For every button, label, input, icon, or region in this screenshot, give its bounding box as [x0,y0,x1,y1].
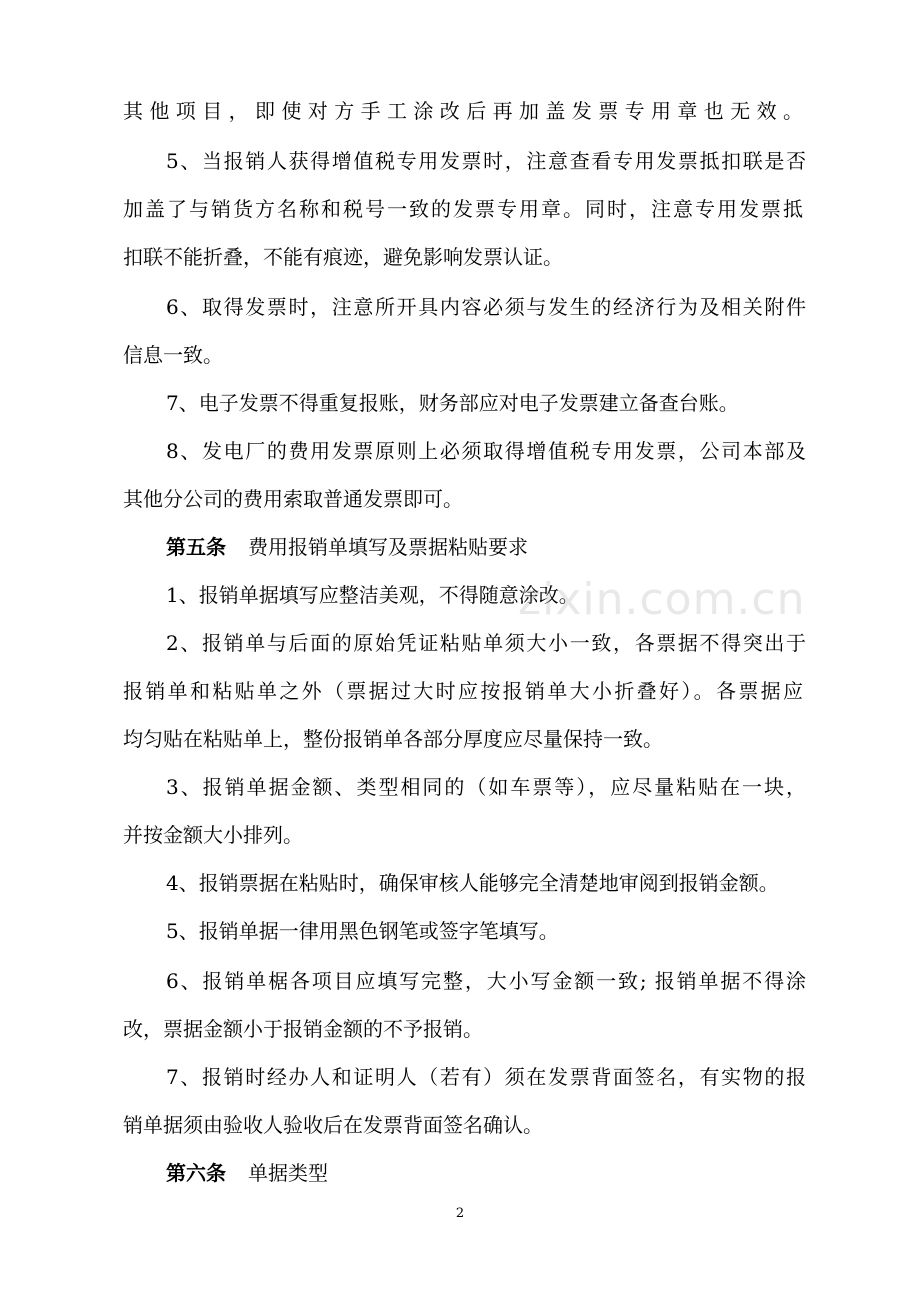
article-number: 第六条 [166,1161,226,1185]
paragraph-line: 2、报销单与后面的原始凭证粘贴单须大小一致，各票据不得突出于 [166,631,806,655]
paragraph-line: 7、电子发票不得重复报账，财务部应对电子发票建立备查台账。 [166,391,739,415]
paragraph-line: 并按金额大小排列。 [123,823,303,847]
article-title: 费用报销单填写及票据粘贴要求 [248,535,528,559]
paragraph-line: 7、报销时经办人和证明人（若有）须在发票背面签名，有实物的报 [166,1065,806,1089]
paragraph-line: 8、发电厂的费用发票原则上必须取得增值税专用发票，公司本部及 [166,439,806,463]
paragraph-line: 1、报销单据填写应整洁美观，不得随意涂改。 [166,583,579,607]
page-number: 2 [455,1206,465,1221]
article-heading [166,532,806,562]
paragraph-line: 6、报销单椐各项目应填写完整，大小写金额一致; 报销单据不得涂 [166,969,806,993]
paragraph-line: 其他分公司的费用索取普通发票即可。 [123,487,463,511]
article-title: 单据类型 [248,1161,328,1185]
paragraph-line: 3、报销单据金额、类型相同的（如车票等），应尽量粘贴在一块， [166,775,806,799]
paragraph-line: 4、报销票据在粘贴时，确保审核人能够完全清楚地审阅到报销金额。 [166,871,779,895]
paragraph-line: 加盖了与销货方名称和税号一致的发票专用章。同时，注意专用发票抵 [123,197,803,221]
paragraph-line: 信息一致。 [123,343,223,367]
paragraph-line: 5、报销单据一律用黑色钢笔或签字笔填写。 [166,919,559,943]
paragraph-line: 其他项目，即使对方手工涂改后再加盖发票专用章也无效。 [123,99,803,123]
paragraph-line: 扣联不能折叠，不能有痕迹，避免影响发票认证。 [123,245,563,269]
article-heading [166,1158,806,1188]
paragraph-line: 5、当报销人获得增值税专用发票时，注意查看专用发票抵扣联是否 [166,149,806,173]
paragraph-line: 报销单和粘贴单之外（票据过大时应按报销单大小折叠好）。各票据应 [123,679,803,703]
paragraph-line: 改，票据金额小于报销金额的不予报销。 [123,1017,483,1041]
watermark: zixin.com.cn [518,574,806,625]
paragraph-line: 销单据须由验收人验收后在发票背面签名确认。 [123,1113,543,1137]
paragraph-line: 均匀贴在粘贴单上，整份报销单各部分厚度应尽量保持一致。 [123,727,663,751]
article-number: 第五条 [166,535,226,559]
paragraph-line: 6、取得发票时，注意所开具内容必须与发生的经济行为及相关附件 [166,295,806,319]
